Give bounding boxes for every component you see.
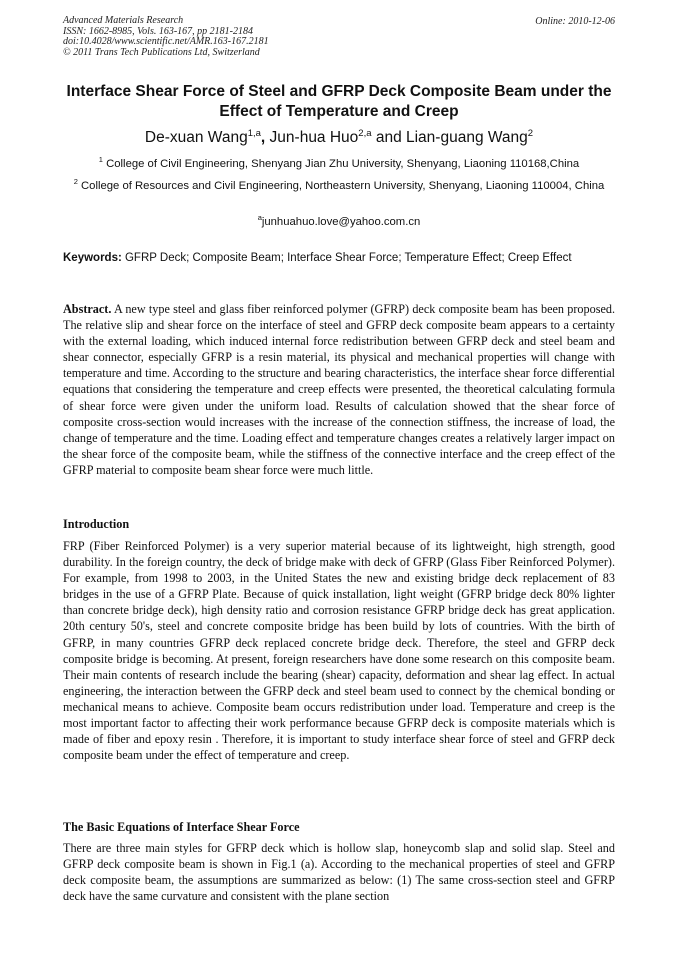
author-line	[63, 128, 615, 148]
author-name: Lian-guang Wang	[401, 129, 528, 146]
abstract	[63, 301, 615, 478]
author-separator: ,	[260, 129, 266, 146]
keywords-label: Keywords:	[63, 252, 122, 264]
copyright-line: © 2011 Trans Tech Publications Ltd, Switzerland	[63, 46, 260, 58]
online-date: Online: 2010-12-06	[535, 16, 615, 27]
introduction-text: FRP (Fiber Reinforced Polymer) is a very superior material because of its lightweight, high strength, good durability. In the foreign country, the deck of bridge make with deck of GFRP (Glass Fiber Reinforced Polymer). For example, from 1998 to 2003, in the United States the new and existing bridge deck replacement of 83 bridges in the use of a GFRP Plate. Because of quick installation, light weight (GFRP bridge deck 80% lighter than concrete bridge deck), high density ratio and corrosion resistance GFRP bridge deck has great application. 20th century 50's, steel and concrete composite bridge has been build by lots of countries. With the birth of GFRP, in many countries GFRP deck replaced concrete bridge deck. Therefore, the steel and GFRP deck composite bridge is becoming. At present, foreign researchers have done some research on this composite beam. Their main contents of research include the bearing (shear) capacity, deformation and shear lag effect. In actual engineering, the interaction between the GFRP deck and steel beam used to connect by the chemical bonding or mechanical means to achieve. Composite beam occurs redistribution under load. Temperature and creep is the most important factor to affecting their work performance because GFRP deck is composite materials which is made of fiber and epoxy resin . Therefore, it is important to study interface shear force of steel and GFRP deck composite beam under the effect of temperature and creep.	[63, 539, 615, 763]
author-separator: and	[371, 129, 402, 146]
keywords-text: GFRP Deck; Composite Beam; Interface Shear Force; Temperature Effect; Creep Effect	[121, 252, 572, 264]
affiliation-sup: 2	[73, 177, 78, 186]
author-name: Jun-hua Huo	[265, 129, 359, 146]
section-text: There are three main styles for GFRP deck which is hollow slap, honeycomb slap and solid slap. Steel and GFRP deck composite beam is shown in Fig.1 (a). According to the mechanical properties of steel and GFRP deck composite beam, the assumptions are summarized as below: (1) The same cross-section steel and GFRP deck have the same curvature and consistent with the plane section	[63, 841, 615, 904]
section-heading: The Basic Equations of Interface Shear Force	[63, 820, 300, 834]
doi-line: doi:10.4028/www.scientific.net/AMR.163-167.2181	[63, 36, 269, 47]
keywords	[63, 251, 615, 266]
email-line	[63, 215, 615, 230]
paper-title: Interface Shear Force of Steel and GFRP Deck Composite Beam under the Effect of Temperature and Creep	[66, 83, 612, 120]
affiliation-sup: 1	[98, 155, 103, 164]
introduction-heading: Introduction	[63, 517, 130, 531]
email-address: junhuahuo.love@yahoo.com.cn	[261, 216, 421, 228]
affiliation	[63, 179, 615, 194]
email-sup: a	[257, 213, 262, 222]
journal-name: Advanced Materials Research	[63, 15, 184, 26]
author-name: De-xuan Wang	[144, 129, 248, 146]
author-affil-sup: 2	[527, 128, 534, 139]
abstract-text: A new type steel and glass fiber reinforced polymer (GFRP) deck composite beam has been proposed. The relative slip and shear force on the interface of steel and GFRP deck composite beam appears to a certainty with the external loading, which induced internal force redistribution between GFRP deck and steel beam and shear connector, especially GFRP is a resin material, its physical and mechanical properties will change with temperature and time. According to the structure and bearing characteristics, the interface shear force differential equations that considering the temperature and creep effects were presented, the theoretical calculating formula of shear force were given under the uniform load. Results of calculation showed that the shear force of composite cross-section would increases with the increase of the connection stiffness, the increase of load, the change of temperature and the time. Loading effect and temperature changes creates a relatively larger impact on the shear force of the composite beam, while the stiffness of the connective interface and the creep effect of the GFRP material to composite beam shear force were much little.	[63, 302, 615, 477]
author-affil-sup: 2,a	[358, 128, 372, 139]
author-affil-sup: 1,a	[247, 128, 261, 139]
journal-header	[63, 16, 269, 58]
issn-line: ISSN: 1662-8985, Vols. 163-167, pp 2181-2184	[63, 25, 253, 37]
affiliation-text: College of Resources and Civil Engineering, Northeastern University, Shenyang, Liaoning 110004, China	[77, 180, 605, 192]
abstract-label: Abstract.	[63, 302, 112, 316]
affiliation-text: College of Civil Engineering, Shenyang Jian Zhu University, Shenyang, Liaoning 110168,China	[102, 158, 580, 170]
affiliation	[63, 157, 615, 172]
